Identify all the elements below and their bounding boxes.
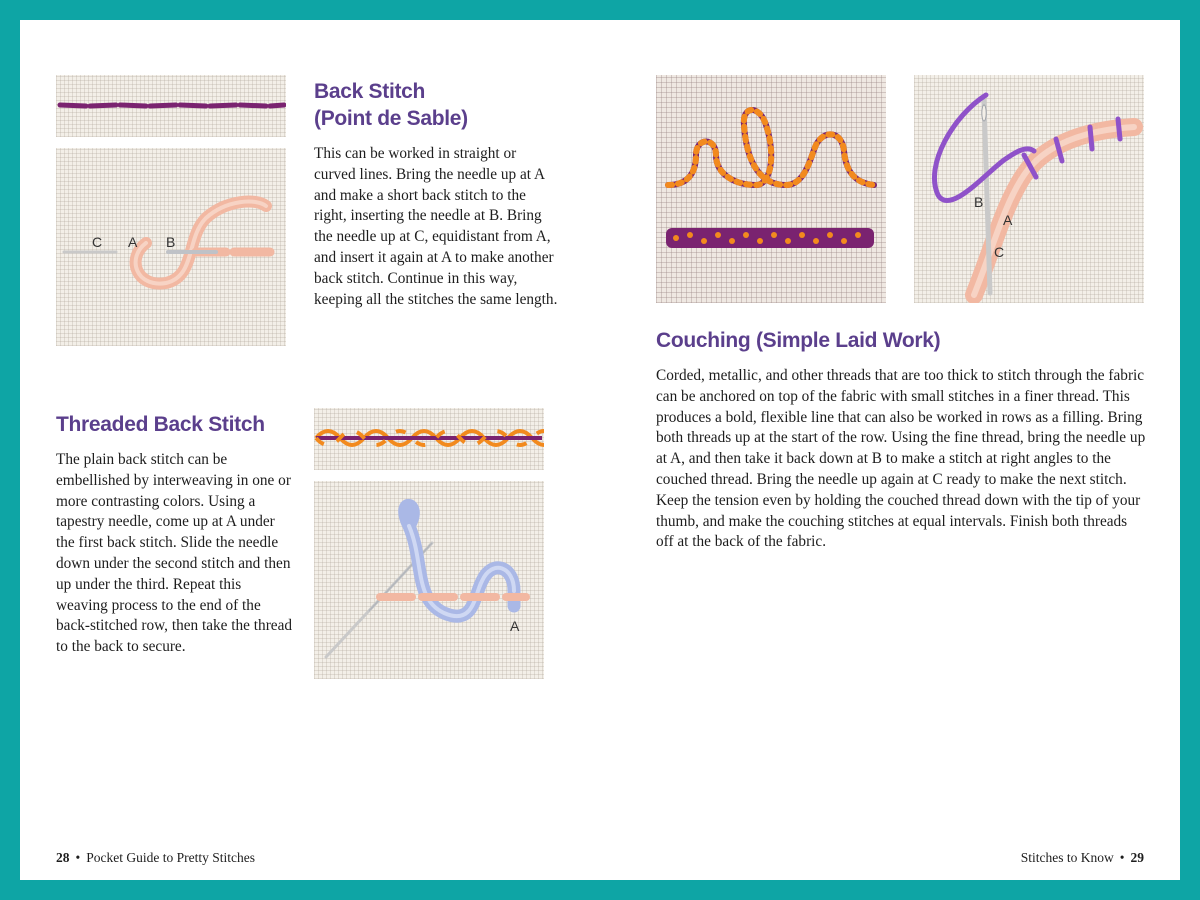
threaded-back-stitch-diagram: [314, 481, 544, 679]
left-footer-separator: •: [75, 850, 81, 865]
label-a: A: [128, 234, 138, 250]
couching-instructions: Corded, metallic, and other threads that are too thick to stitch through the fabric can be anchored on top of the fabric with small stitches in a finer thread. This produces a bold, flexible line that can also be worked in rows as a filling. Bring both threads up at the start of the row. Using the fine thread, bring the needle up at A, and then take it back down at B to make a stitch at right angles to the couched thread. Bring the needle up again at C ready to make the next stitch. Keep the tension even by holding the couched thread down with the tip of your thumb, and make the couching stitches at equal intervals. Finish both threads off at the back of the fabric.: [656, 367, 1146, 551]
couching-heading: Couching (Simple Laid Work): [656, 329, 941, 352]
threaded-back-stitch-heading: Threaded Back Stitch: [56, 413, 265, 436]
threaded-back-stitch-sample-thread: [314, 408, 544, 470]
right-footer: [1021, 850, 1144, 866]
couching-sample-photo: [656, 75, 886, 303]
left-footer: [56, 850, 255, 866]
left-page: [20, 20, 600, 880]
back-stitch-heading-line1: Back Stitch: [314, 80, 426, 103]
right-page-number: 29: [1130, 850, 1144, 865]
label-b: B: [166, 234, 176, 250]
book-spread: [20, 20, 1180, 880]
back-stitch-heading-line2: (Point de Sable): [314, 107, 468, 130]
left-footer-title: Pocket Guide to Pretty Stitches: [86, 850, 255, 865]
label-b: B: [974, 194, 984, 210]
label-c: C: [994, 244, 1005, 260]
label-c: C: [92, 234, 103, 250]
right-footer-title: Stitches to Know: [1020, 850, 1114, 865]
back-stitch-diagram: [56, 148, 286, 346]
right-page: [600, 20, 1180, 880]
back-stitch-diagram-drawing: [56, 148, 286, 346]
couching-diagram: [914, 75, 1144, 303]
back-stitch-sample-thread: [56, 75, 286, 137]
couching-diagram-drawing: [914, 75, 1144, 303]
right-footer-separator: •: [1119, 850, 1125, 865]
label-a: A: [510, 618, 520, 634]
threaded-back-stitch-sample-photo: [314, 408, 544, 470]
back-stitch-sample-photo: [56, 75, 286, 137]
back-stitch-heading: [314, 78, 468, 132]
label-a: A: [1003, 212, 1013, 228]
left-page-number: 28: [56, 850, 70, 865]
threaded-back-stitch-diagram-drawing: [314, 481, 544, 679]
back-stitch-instructions: This can be worked in straight or curved lines. Bring the needle up at A and make a short back stitch to the right, inserting the needle at B. Bring the needle up at C, equidistant from A, and insert it again at A to make another back stitch. Continue in this way, keeping all the stitches the same length.: [314, 145, 558, 308]
threaded-back-stitch-instructions: The plain back stitch can be embellished by interweaving in one or more contrasting colors. Using a tapestry needle, come up at A under the first back stitch. Slide the needle down under the second stitch and then up under the third. Repeat this weaving process to the end of the back-stitched row, then take the thread to the back to secure.: [56, 451, 293, 656]
couching-sample-thread: [656, 75, 886, 303]
